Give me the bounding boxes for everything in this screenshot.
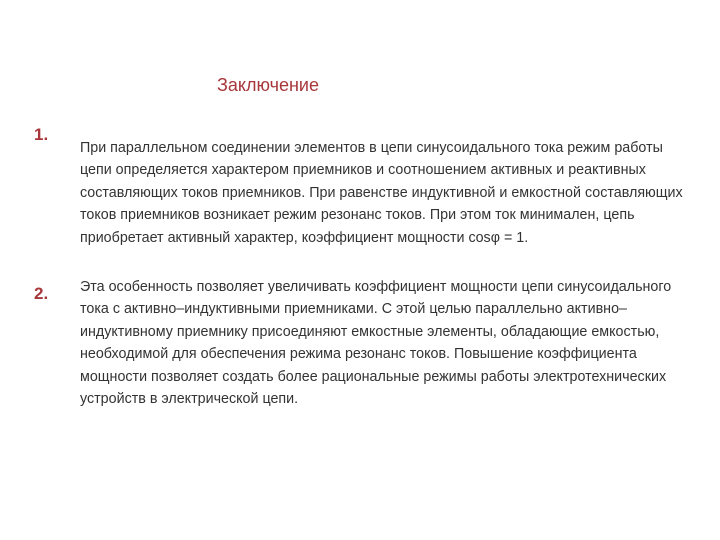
item-text-2: Эта особенность позволяет увеличивать коэффициент мощности цепи синусоидального тока с активно–индуктивными приемниками. С этой целью параллельно активно–индуктивному приемнику присоединяют емкостные элементы, обладающие емкостью, необходимой для обеспечения режима резонанс токов. Повышение коэффициента мощности позволяет создать более рациональные режимы работы электротехнических устройств в электрической цепи. xyxy=(80,279,672,408)
slide-title: Заключение xyxy=(217,75,319,95)
item-number-1: 1. xyxy=(34,125,49,144)
item-text-1: При параллельном соединении элементов в цепи синусоидального тока режим работы цепи определяется характером приемников и соотношением активных и реактивных составляющих токов приемников. При равенстве индуктивной и емкостной составляющих токов приемников возникает режим резонанс токов. При этом ток минимален, цепь приобретает активный характер, коэффициент мощности cosφ = 1. xyxy=(80,140,683,246)
item-number-2: 2. xyxy=(34,284,49,303)
